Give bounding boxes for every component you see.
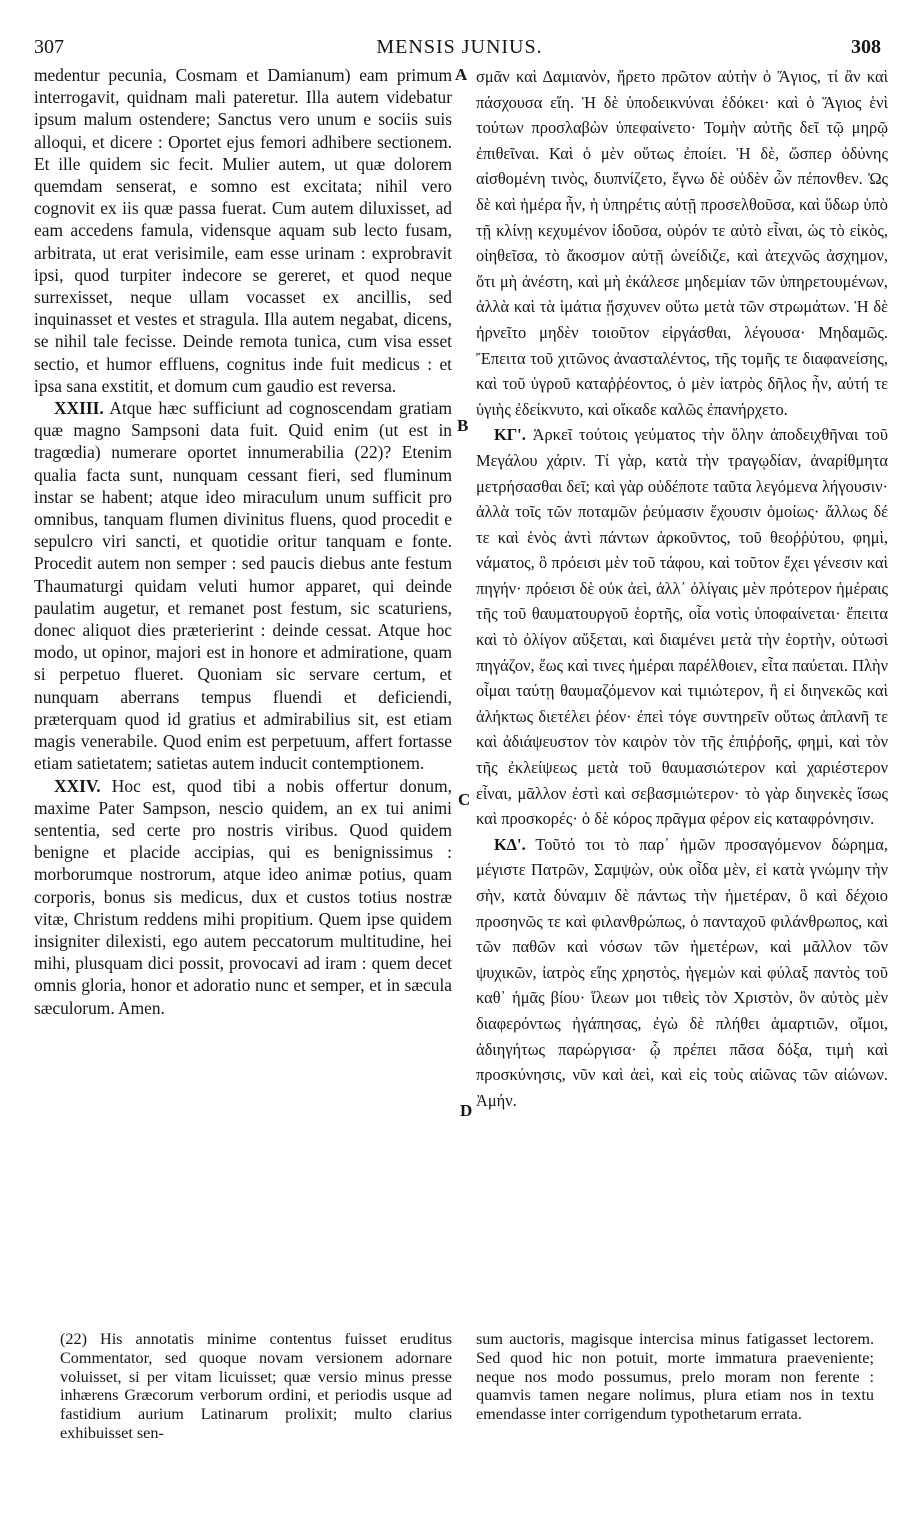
page-number-left: 307 [34, 36, 64, 58]
margin-letter-c: C [458, 790, 471, 809]
section-number: ΚΔ'. [494, 834, 526, 854]
margin-letter-b: B [457, 416, 469, 435]
greek-section-23 [476, 422, 888, 832]
section-number: XXIV. [54, 775, 101, 796]
latin-paragraph-continuation: medentur pecunia, Cosmam et Damianum) eam primum interrogavit, quidnam mali pateretur. Illa autem videbatur ipsum malum ostendere; Sanctus vero unum e sociis suis alloqui, et dicere : Oportet ejus femori adhibere sectionem. Et ille quidem sic fecit. Mulier autem, ut quæ dolorem quemdam senserat, e somno est excitata; nihil vero cognovit ex iis quæ passa fuerat. Cum autem diluxisset, ad eam accedens famula, vidensque aquam sub lecto fusam, arbitrata, ut erat verisimile, eam esse urinam : exprobravit ipsi, quod turpiter indecore se gereret, et quod neque surrexisset, neque ullam vocasset ex ancillis, sed inquinasset et vestes et stragula. Illa autem negabat, dicens, se nihil tale fecisse. Deinde remota tunica, cum visa esset sectio, et humor effluens, cognitus inde fuit medicus : et ipsa sana exstitit, et domum cum gaudio est reversa. [34, 65, 452, 396]
section-number: XXIII. [54, 398, 104, 419]
section-text: Ἀρκεῖ τούτοις γεύματος τὴν ὅλην ἀποδειχθῆναι τοῦ Μεγάλου χάριν. Τί γὰρ, κατὰ τὴν τραγῳδίαν, ἀναρίθμητα μετρήσασθαι δεῖ; καὶ γὰρ οὐδέποτε ταῦτα λεγόμενα λήγουσιν· ἀλλὰ τοῖς τῶν ποταμῶν ῥεύμασιν ἔχουσιν ὁμοίως· ἄλλως δέ τε καὶ ἑνὸς ἀντὶ πάντων ἀρκοῦντος, τοῦ θεοῤῥύτου, φημὶ, νάματος, ὃ πρόεισι μὲν τοῦ τάφου, καὶ τοῦτον ἔχει γένεσιν καὶ πηγήν· πρόεισι δὲ οὐκ ἀεὶ, ἀλλ᾽ ὀλίγαις μὲν πρότερον ἡμέραις τῆς τοῦ θαυματουργοῦ ἑορτῆς, οἷα νοτὶς ὑποφαίνεται· ἔπειτα καὶ τὸ ὀλίγον αὔξεται, καὶ διαμένει μετὰ τὴν ἑορτὴν, οὑτωσὶ πηγάζον, ἕως καὶ τινες ἡμέραι παρέλθοιεν, εἶτα παύεται. Πλὴν οἶμαι ταύτῃ θαυμαζόμενον καὶ τιμιώτερον, ἢ εἰ διηνεκῶς καὶ ἀλήκτως διετέλει ῥέον· ἐπεὶ τόγε συντηρεῖν οὕτως ἀπλανῆ τε καὶ ἀδιάψευστον τὸν καιρὸν τὸν τῆς ἐπιῤῥοῆς, φημὶ, καὶ τὸν τῆς ἐκλείψεως μετὰ τοῦ θαυμασιώτερον καὶ χαριέστερον εἶναι, μᾶλλον ἐστὶ καὶ σεβασμιώτερον· τὸ γὰρ διηνεκὲς ἴσως καὶ προσκορές· ὁ δὲ κόρος πρᾶγμα φέρον εἰς καταφρόνησιν. [476, 425, 888, 829]
footnote-right: sum auctoris, magisque intercisa minus fatigasset lectorem. Sed quod hic non potuit, morte immatura praeveniente; neque nos modo possumus, prelo moram non ferente : quamvis tamen negare nolimus, plura etiam nos in textu emendasse inter corrigendum typothetarum errata. [476, 1330, 874, 1424]
running-title: MENSIS JUNIUS. [376, 36, 543, 58]
section-number: ΚΓ'. [494, 425, 526, 445]
margin-letter-d: D [460, 1101, 473, 1120]
latin-section-24 [34, 775, 452, 1019]
section-text: Τοῦτό τοι τὸ παρ᾽ ἡμῶν προσαγόμενον δώρημα, μέγιστε Πατρῶν, Σαμψὼν, οὐκ οἶδα μὲν, εἰ κατὰ γνώμην τὴν σὴν, κατὰ δύναμιν δὲ πάντως τὴν ἡμετέραν, ὃ καὶ δέχοιο προσηνῶς τε καὶ φιλανθρώπως, ὁ πανταχοῦ φιλάνθρωπος, καὶ τῶν παθῶν καὶ νόσων τῶν ἡμετέρων, καὶ μᾶλλον τῶν ψυχικῶν, ἰατρὸς εἴης χρηστὸς, ἡγεμὼν καὶ φύλαξ παντὸς τοῦ καθ᾽ ἡμᾶς βίου· ἵλεων μοι τιθεὶς τὸν Χριστὸν, ὃν αὐτὸς μὲν διαφερόντως ἠγάπησας, ἐγὼ δὲ πλήθει ἁμαρτιῶν, οἴμοι, ἀδιηγήτως παρώργισα· ᾧ πρέπει πᾶσα δόξα, τιμὴ καὶ προσκύνησις, νῦν καὶ ἀεὶ, καὶ εἰς τοὺς αἰῶνας τῶν αἰώνων. Ἀμήν. [476, 834, 888, 1110]
latin-section-23 [34, 397, 452, 774]
section-text: Hoc est, quod tibi a nobis offertur donum, maxime Pater Sampson, nescio quidem, an ex tui animi sententia, sed certe pro nostris viribus. Quod quidem benigne et placide accipias, qui es benignissimus : morborumque nostrorum, atque ideo animæ potius, quam corporis, bonus sis medicus, dux et custos totius nostræ vitæ, Christum reddens mihi propitium. Quem ipse quidem insigniter dilexisti, ego autem peccatorum multitudine, hei mihi, plusquam dici possit, provocavi ad iram : quem decet omnis gloria, honor et adoratio nunc et semper, et in sæcula sæculorum. Amen. [34, 775, 452, 1018]
footnote-left: (22) His annotatis minime contentus fuisset eruditus Commentator, sed quoque novam versionem adornare voluisset, si per vitam licuisset; quæ versio minus presse inhærens Græcorum verborum ordini, et periodis usque ad fastidium aurium Latinarum prolixit; multo clarius exhibuisset sen- [60, 1330, 452, 1442]
greek-section-24 [476, 832, 888, 1114]
greek-column [476, 64, 888, 1113]
section-text: Atque hæc sufficiunt ad cognoscendam gratiam quæ magno Sampsoni data fuit. Quid enim (ut est in tragœdia) numerare oportet innumerabilia (22)? Etenim qualia facta sunt, nunquam cessant fieri, sed fluminum instar se habent; atque ideo miraculum unum sufficit pro omnibus, tanquam flumen divinitus fluens, quod procedit e sepulcro viri sancti, et quotidie oritur tanquam e fonte. Procedit autem non semper : sed paucis diebus ante festum Thaumaturgi quidam veluti humor apparet, qui deinde paulatim augetur, et remanet post festum, sic scaturiens, donec aliquot dies præterierint : deinde cessat. Atque hoc modo, ut opinor, majori est in honore et admiratione, quam si perpetuo flueret. Quoniam sic servare certum, et nunquam aberrans tempus fluendi et deficiendi, præterquam quod id gratius et admirabilius sit, est etiam magis venerabile. Quod enim est perpetuum, affert fortasse etiam satietatem; satietas autem inducit contemptionem. [34, 398, 452, 774]
margin-letter-a: A [455, 65, 468, 84]
greek-paragraph-continuation: σμᾶν καὶ Δαμιανὸν, ἤρετο πρῶτον αὐτὴν ὁ Ἅγιος, τί ἂν καὶ πάσχουσα εἴη. Ἡ δὲ ὑποδεικνύναι ἐδόκει· καὶ ὁ Ἅγιος ἑνὶ τούτων προσλαβὼν ὑπεφαίνετο· Τομὴν αὐτῆς δεῖ τῷ μηρῷ ἐπιθεῖναι. Καὶ ὁ μὲν οὕτως ἐποίει. Ἡ δὲ, ὥσπερ ὀδύνης αἰσθομένη τινὸς, διυπνίζετο, ἔγνω δὲ οὐδὲν ὧν πέπονθεν. Ὡς δὲ καὶ ἡμέρα ἦν, ἡ ὑπηρέτις αὐτῇ προσελθοῦσα, καὶ ὕδωρ ὑπὸ τῇ κλίνῃ κεχυμένον ἰδοῦσα, οὐρόν τε αὐτὸ εἶναι, ὡς τὸ εἰκὸς, οἰηθεῖσα, τὸ ἄκοσμον αὐτῇ ὠνείδιζε, καὶ ἀτεχνῶς ἀσχημον, ὅτι μὴ ἀνέστη, καὶ μὴ ἐκάλεσε μηδεμίαν τῶν ὑπηρετουμένων, ἀλλὰ καὶ τὰ ἱμάτια ᾔσχυνεν οὕτω μετὰ τῶν στρωμάτων. Ἡ δὲ ἠρνεῖτο μηδὲν τοιοῦτον εἰργάσθαι, λέγουσα· Μηδαμῶς. Ἔπειτα τοῦ χιτῶνος ἀνασταλέντος, τῆς τομῆς τε διαφανείσης, καὶ τοῦ ὑγροῦ καταῤῥέοντος, ὁ μὲν ἰατρὸς δῆλος ἦν, αὐτή τε ὑγιὴς ἐδείκνυτο, καὶ οἴκαδε καλῶς ἐπανήρχετο. [476, 67, 888, 419]
latin-column [34, 64, 452, 1019]
page-number-right: 308 [851, 36, 881, 58]
